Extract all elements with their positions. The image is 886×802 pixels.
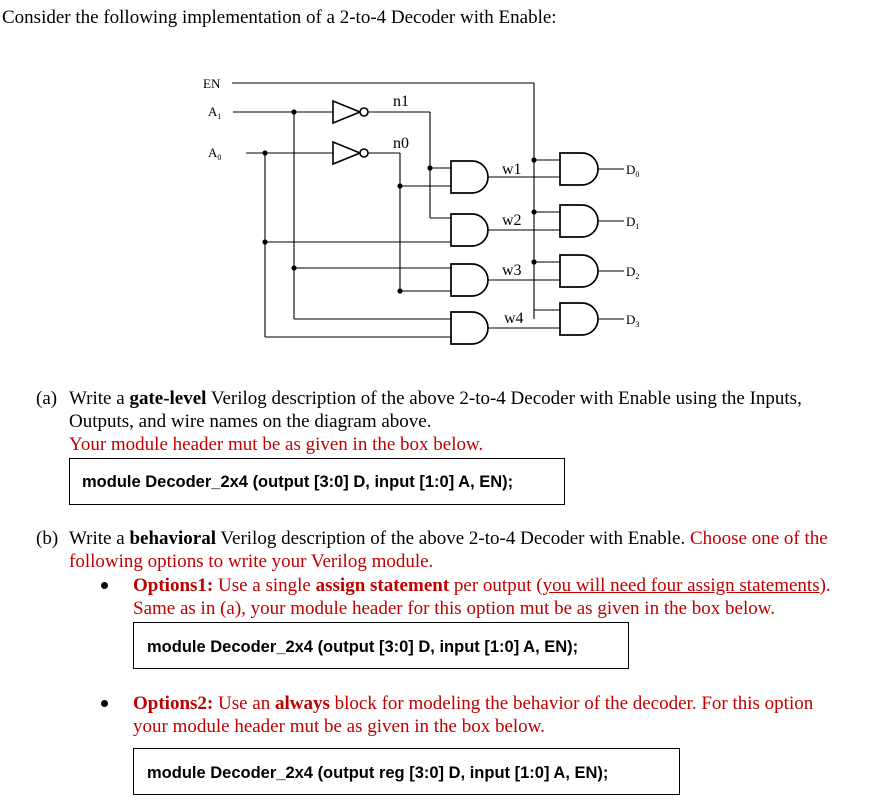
and-gate-w2 bbox=[451, 214, 488, 246]
and-gate-w1 bbox=[451, 161, 488, 193]
bullet-option1 bbox=[101, 582, 108, 589]
junction-dot bbox=[427, 165, 432, 170]
inverter-bubble bbox=[360, 108, 368, 116]
label-en: EN bbox=[203, 76, 221, 91]
option2-module-header: module Decoder_2x4 (output reg [3:0] D, input [1:0] A, EN); bbox=[147, 764, 609, 782]
junction-dot bbox=[397, 288, 402, 293]
label-w2: w2 bbox=[502, 212, 522, 229]
junction-dot bbox=[531, 209, 536, 214]
junction-dot bbox=[262, 150, 267, 155]
label-d0: $D_0$ bbox=[626, 162, 640, 179]
junction-dot bbox=[291, 265, 296, 270]
part-a-label: (a) bbox=[36, 388, 58, 409]
part-a-line2: Outputs, and wire names on the diagram above. bbox=[69, 411, 432, 432]
inverter-bubble bbox=[360, 149, 368, 157]
label-a1: $A_1$ bbox=[208, 104, 222, 121]
label-a0: $A_0$ bbox=[208, 145, 222, 162]
junction-dot bbox=[531, 157, 536, 162]
label-w3: w3 bbox=[502, 262, 522, 279]
decoder-circuit-diagram bbox=[0, 0, 886, 370]
option1-line2: Same as in (a), your module header for this option mut be as given in the box below. bbox=[133, 598, 775, 619]
label-d1: $D_1$ bbox=[626, 214, 640, 231]
bullet-option2 bbox=[101, 700, 108, 707]
part-b-line2: following options to write your Verilog module. bbox=[69, 551, 434, 572]
label-n0: n0 bbox=[393, 135, 409, 152]
label-d3: $D_3$ bbox=[626, 312, 640, 329]
and-gate-d0 bbox=[560, 153, 598, 185]
and-gate-d2 bbox=[560, 255, 598, 287]
option2-line2: your module header mut be as given in the box below. bbox=[133, 716, 545, 737]
part-b-label: (b) bbox=[36, 528, 59, 549]
label-w1: w1 bbox=[502, 161, 522, 178]
option2-line1: Options2: Use an always block for modeling the behavior of the decoder. For this option bbox=[133, 693, 814, 714]
label-n1: n1 bbox=[393, 93, 409, 110]
part-a-note: Your module header mut be as given in the box below. bbox=[69, 434, 484, 455]
option1-module-header: module Decoder_2x4 (output [3:0] D, input [1:0] A, EN); bbox=[147, 638, 579, 656]
junction-dot bbox=[397, 183, 402, 188]
label-w4: w4 bbox=[504, 310, 524, 327]
part-a-module-header: module Decoder_2x4 (output [3:0] D, input [1:0] A, EN); bbox=[82, 473, 514, 491]
and-gate-d3 bbox=[560, 303, 598, 335]
label-d2: $D_2$ bbox=[626, 264, 640, 281]
junction-dot bbox=[262, 239, 267, 244]
part-a-line1: Write a gate-level Verilog description of the above 2-to-4 Decoder with Enable using the Inputs, bbox=[69, 388, 802, 409]
inverter-n0 bbox=[333, 142, 360, 164]
and-gate-d1 bbox=[560, 205, 598, 237]
junction-dot bbox=[291, 109, 296, 114]
option1-line1: Options1: Use a single assign statement per output (you will need four assign statements). bbox=[133, 575, 831, 596]
part-a-code-box bbox=[69, 458, 565, 505]
inverter-n1 bbox=[333, 101, 360, 123]
and-gate-w3 bbox=[451, 264, 488, 296]
intro-text: Consider the following implementation of a 2-to-4 Decoder with Enable: bbox=[2, 7, 557, 28]
part-b-line1: Write a behavioral Verilog description of the above 2-to-4 Decoder with Enable. Choose one of the bbox=[69, 528, 828, 549]
option2-code-box bbox=[133, 748, 680, 795]
junction-dot bbox=[531, 259, 536, 264]
option1-code-box bbox=[133, 622, 629, 669]
and-gate-w4 bbox=[451, 312, 488, 344]
